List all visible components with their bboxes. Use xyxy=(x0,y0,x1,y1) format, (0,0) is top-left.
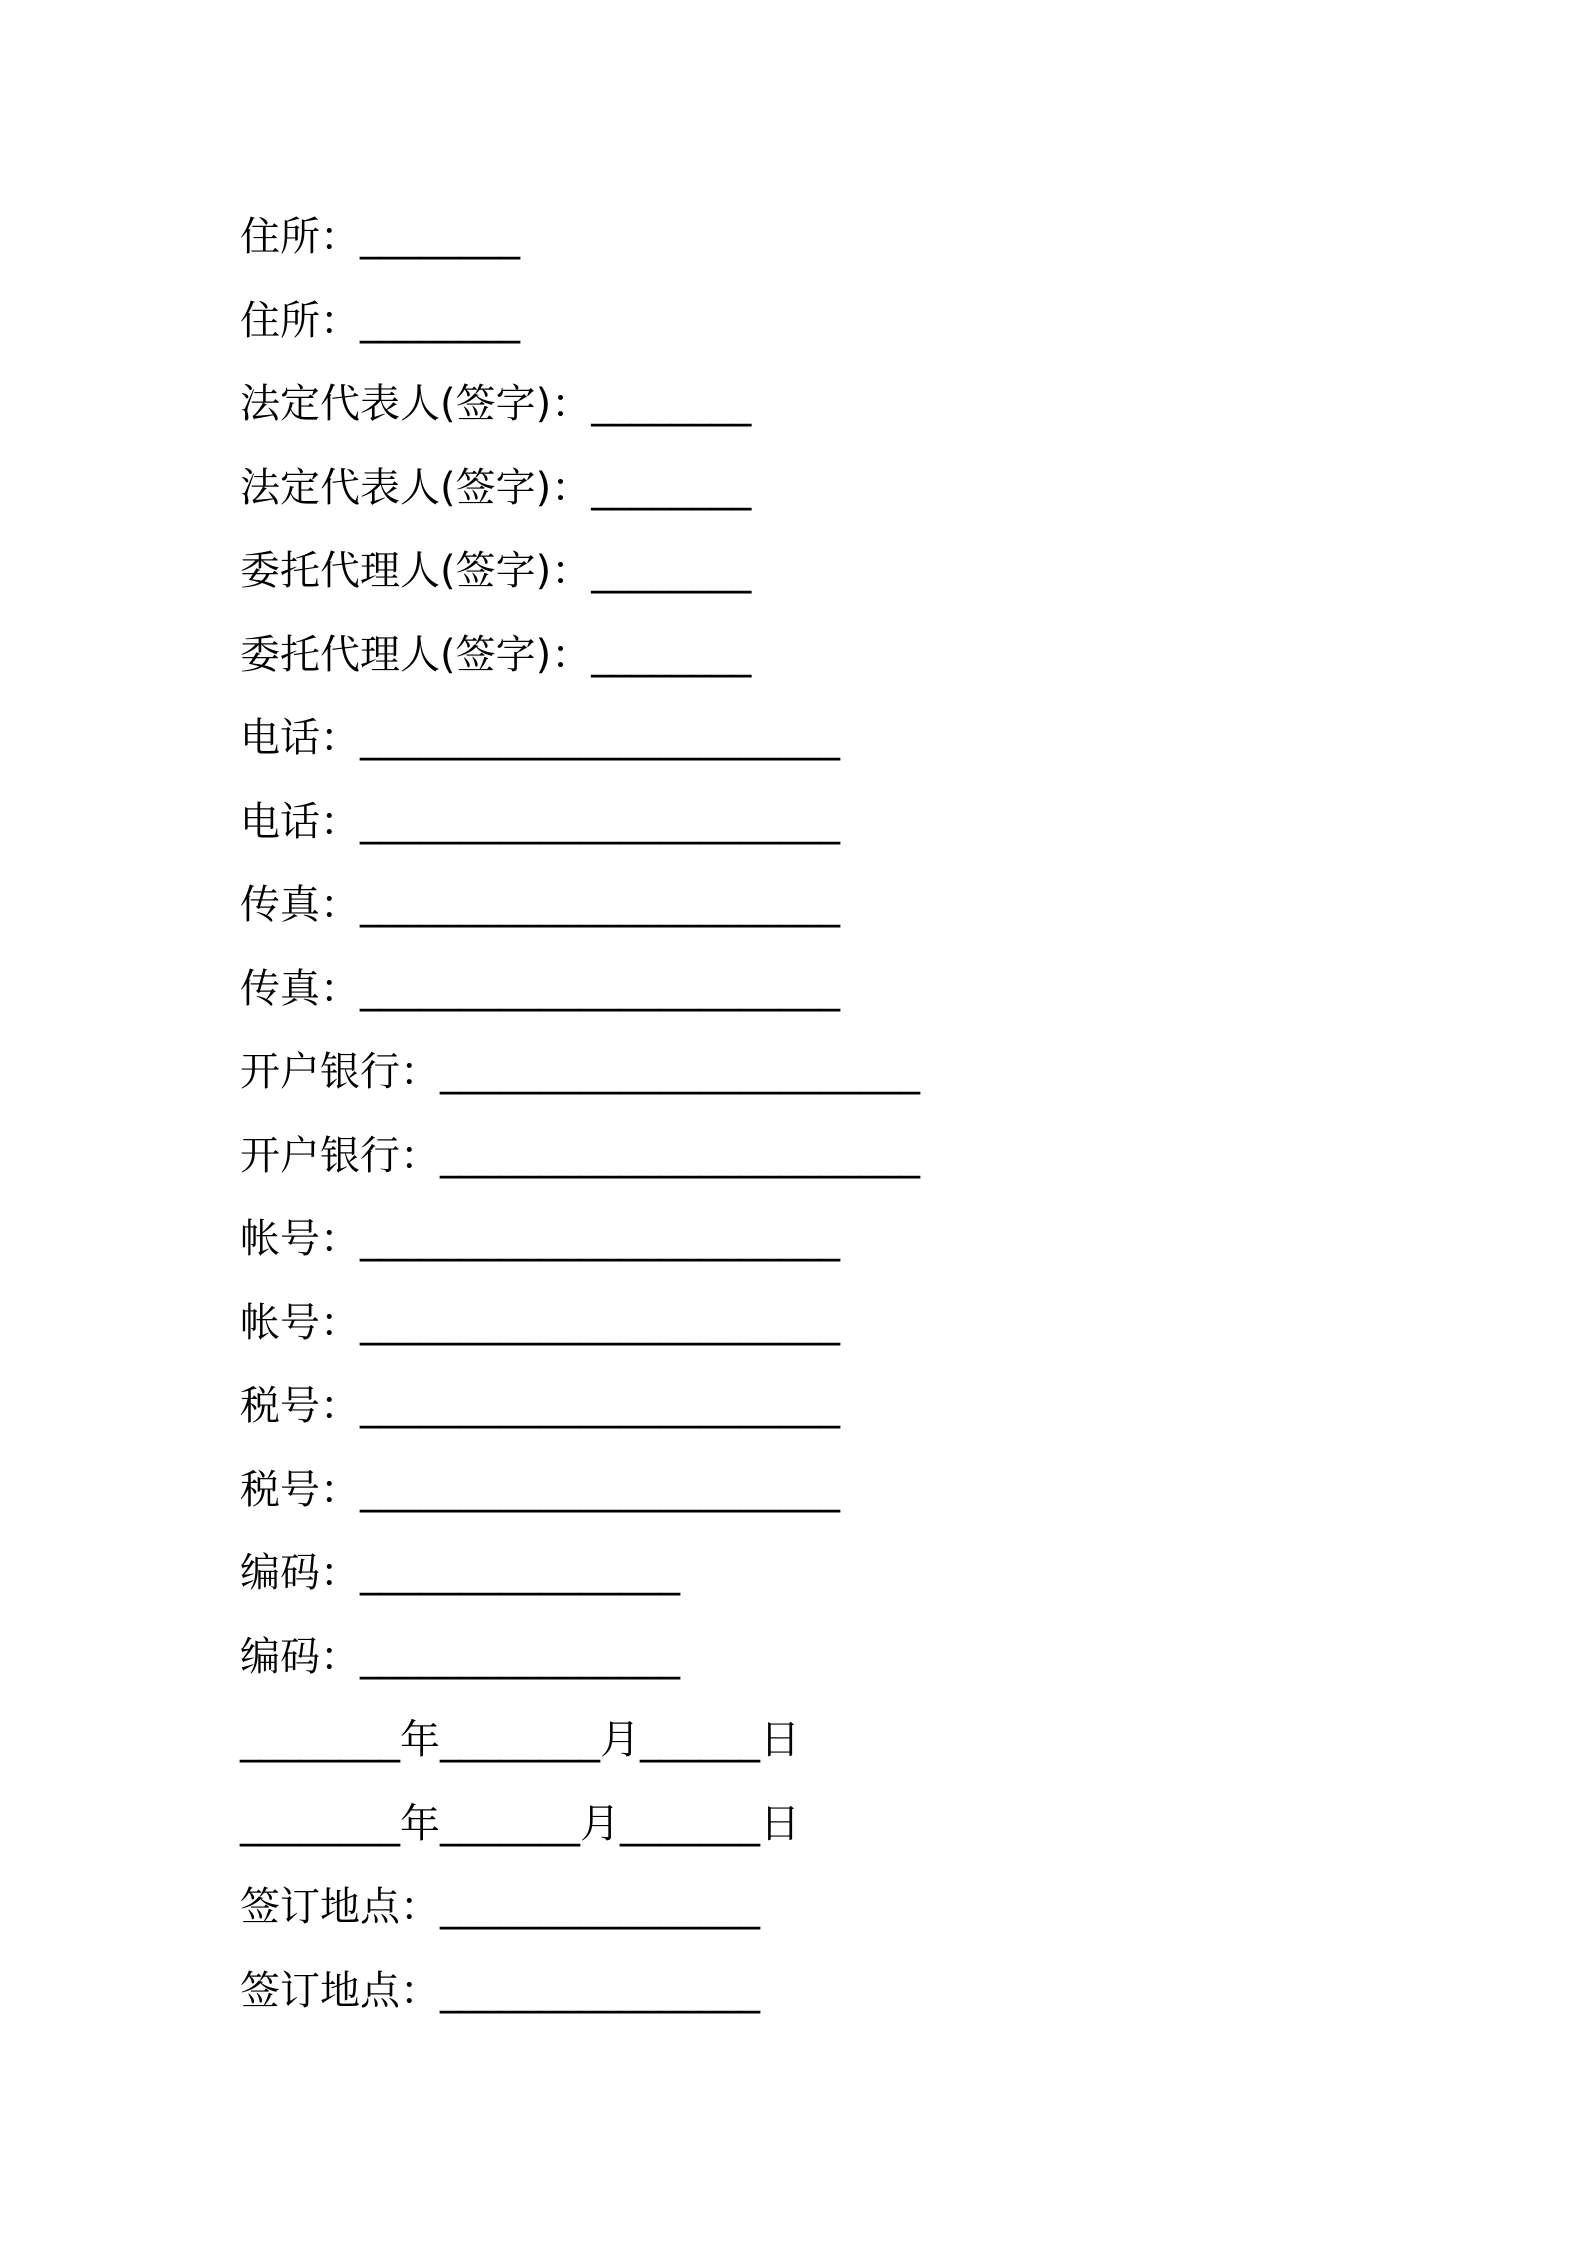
signing-place-field-party-a: 签订地点：________________ xyxy=(240,1884,760,1930)
account-field-party-a: 帐号：________________________ xyxy=(240,1216,840,1262)
agent-field-party-a: 委托代理人(签字)：________ xyxy=(240,548,752,594)
signature-form xyxy=(240,196,1440,2033)
fax-field-party-a: 传真：________________________ xyxy=(240,882,840,928)
fax-field-party-b: 传真：________________________ xyxy=(240,965,840,1012)
legal-rep-field-party-a: 法定代表人(签字)：________ xyxy=(240,381,752,427)
bank-field-party-a: 开户银行：________________________ xyxy=(240,1049,920,1095)
legal-rep-field-party-b: 法定代表人(签字)：________ xyxy=(240,464,752,511)
postcode-field-party-a: 编码：________________ xyxy=(240,1550,680,1596)
bank-field-party-b: 开户银行：________________________ xyxy=(240,1132,920,1179)
phone-field-party-b: 电话：________________________ xyxy=(240,798,840,845)
agent-field-party-b: 委托代理人(签字)：________ xyxy=(240,631,752,678)
phone-field-party-a: 电话：________________________ xyxy=(240,715,840,761)
postcode-field-party-b: 编码：________________ xyxy=(240,1633,680,1680)
date-field-party-a: ________年________月______日 xyxy=(240,1717,800,1763)
date-field-party-b: ________年_______月_______日 xyxy=(240,1800,800,1847)
address-field-party-a: 住所：________ xyxy=(240,214,520,260)
signing-place-field-party-b: 签订地点：________________ xyxy=(240,1967,760,2014)
tax-id-field-party-a: 税号：________________________ xyxy=(240,1383,840,1429)
account-field-party-b: 帐号：________________________ xyxy=(240,1299,840,1346)
tax-id-field-party-b: 税号：________________________ xyxy=(240,1466,840,1513)
address-field-party-b: 住所：________ xyxy=(240,297,520,344)
